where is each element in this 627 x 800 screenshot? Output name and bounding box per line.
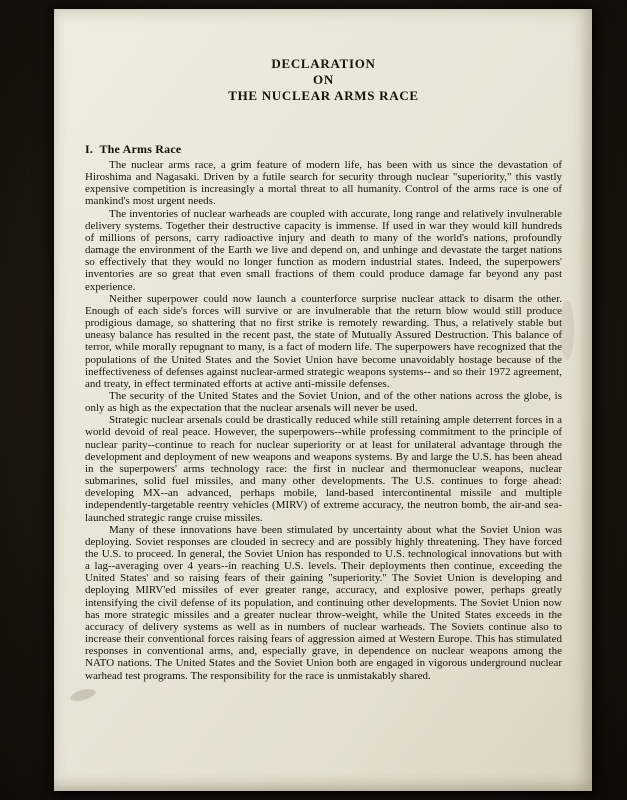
paragraph: The nuclear arms race, a grim feature of modern life, has been with us since the devastation of Hiroshima and Nagasaki. Driven by a futile search for security through nuclear "superiority," this vastly expensive competition is increasingly a mortal threat to all humanity. Control of the arms race is one of mankind's most urgent needs. [85,159,562,208]
title-line-2: ON [313,72,334,87]
section-heading: I. The Arms Race [85,142,182,156]
title-line-1: DECLARATION [271,56,376,71]
paragraph: The security of the United States and the Soviet Union, and of the other nations across the globe, is only as high as the expectation that the nuclear arsenals will never be used. [85,389,562,415]
document-paper [54,9,592,791]
document-body [85,159,562,682]
title-line-3: THE NUCLEAR ARMS RACE [228,88,419,103]
document-title [85,56,562,104]
paragraph: The inventories of nuclear warheads are coupled with accurate, long range and relatively invulnerable delivery systems. Together their destructive capacity is immense. If used in war they would kill hundreds of millions of persons, carry radioactive injury and death to many of the world's nations, profoundly damage the environment of the Earth we live and depend on, and unhinge and devastate the target nations so effectively that they would no longer function as modern industrial states. Indeed, the superpowers' inventories are so great that even small fractions of them could produce damage far beyond any past experience. [85,207,562,293]
paragraph: Neither superpower could now launch a counterforce surprise nuclear attack to disarm the other. Enough of each side's forces will survive or are invulnerable that the return blow would still produce prodigious damage, so shattering that no first strike is remotely rewarding. Thus, a relatively stable but uneasy balance has resulted in the recent past, the state of Mutually Assured Destruction. This balance of terror, while morally repugnant to many, is a fact of modern life. The superpowers have recognized that the populations of the United States and the Soviet Union have become unavoidably hostage because of the ineffectiveness of defenses against nuclear-armed strategic weapons systems-- and so their 1972 agreement, and treaty, in effect terminated efforts at active anti-missile defenses. [85,292,562,390]
paragraph: Many of these innovations have been stimulated by uncertainty about what the Soviet Union was deploying. Soviet responses are clouded in secrecy and are possibly highly threatening. They have forced the U.S. to proceed. In general, the Soviet Union has responded to U.S. technological innovations but with a lag--averaging over 4 years--in reaching U.S. levels. Their deployments then continue, exceeding the United States' and so raising fears of their gaining "superiority." The Soviet Union is developing and deploying MIRV'ed missiles of ever greater range, accuracy, and explosive power, perhaps greatly intensifying the civil defense of its population, and continuing other developments. The Soviet Union now has more strategic missiles and a greater nuclear throw-weight, while the United States exceeds in the accuracy of delivery systems as well as in numbers of nuclear warheads. The Soviets continue also to increase their conventional forces raising fears of aggression aimed at Western Europe. This has stimulated responses in conventional arms, and, especially grave, in dependence on nuclear weapons among the NATO nations. The United States and the Soviet Union both are engaged in vigorous underground nuclear warhead test programs. The responsibility for the race is unmistakably shared. [85,523,562,682]
paragraph: Strategic nuclear arsenals could be drastically reduced while still retaining ample deterrent forces in a world devoid of real peace. However, the superpowers--while professing commitment to the principle of nuclear parity--continue to reach for nuclear superiority or at least for unilateral advantage through the development and deployment of new weapons and weapons systems. By and large the U.S. has been ahead in the superpowers' arms technology race: the first in nuclear and thermonuclear weapons, nuclear submarines, solid fuel missiles, and many other developments. The U.S. continues to forge ahead: developing MX--an advanced, perhaps mobile, land-based intercontinental missile and multiple independently-targetable reentry vehicles (MIRV) of extreme accuracy, the neutron bomb, the air-and sea-launched strategic range cruise missiles. [85,414,562,524]
